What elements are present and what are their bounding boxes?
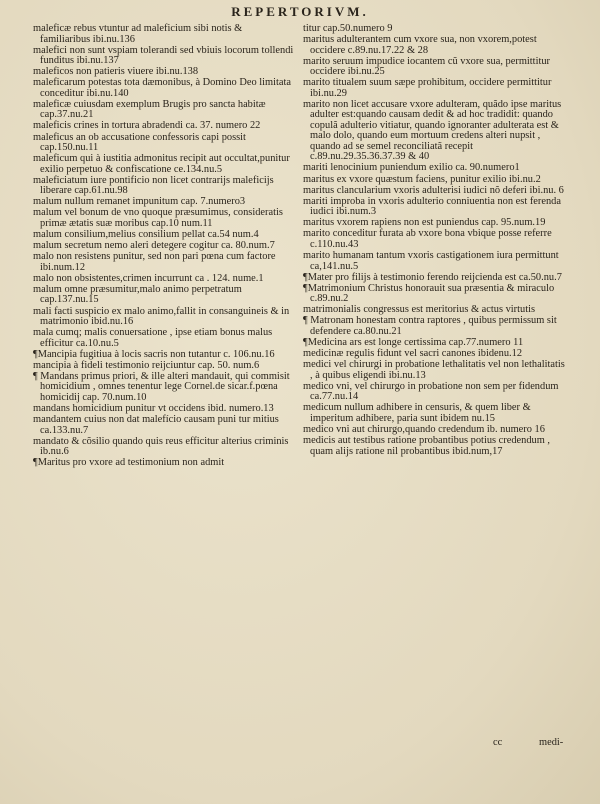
index-entry: ¶Mancipia fugitiua à locis sacris non tutantur c. 106.nu.16 [33, 348, 275, 360]
index-entry: medicis aut testibus ratione probantibus potius credendum , quam alijs ratione nil probantibus ibid.num,17 [303, 435, 551, 457]
index-entry: mariti improba in vxoris adulterio conniuentia non est ferenda iudici ibi.num.3 [303, 195, 561, 218]
index-entry: malum omne præsumitur,malo animo perpetratum cap.137.nu.15 [33, 283, 242, 306]
index-entry: ¶Medicina ars est longe certissima cap.77.numero 11 [303, 337, 524, 348]
index-entry: mariti lenocinium puniendum exilio ca. 90.numero1 [303, 162, 520, 174]
index-entry: maleficæ rebus vtuntur ad maleficium sibi notis & familiaribus ibi.nu.136 [33, 23, 243, 45]
index-entry: mali facti suspicio ex malo animo,fallit in consanguineis & in matrimonio ibid.nu.16 [33, 305, 290, 327]
index-entry: maleficum qui à iustitia admonitus recipit aut occultat,punitur exilio perpetuo & confiscatione ce.134.nu.5 [33, 153, 290, 175]
index-entry: ¶Mater pro filijs à testimonio ferendo reijcienda est ca.50.nu.7 [303, 271, 562, 283]
index-entry: marito non licet accusare vxore adulteram, quãdo ipse maritus adulter est:quando causam dedit & ad hoc tradidit: quando copulã adulterio vitiatur, quando ignoranter adulterata est & malo dolo, quando eum mortuum credens alteri nupsit , quando ad se semel reconciliatã recepit c.89.nu.29.35.36.37.39 & 40 [303, 98, 562, 163]
index-entry: maleficæ cuiusdam exemplum Brugis pro sancta habitæ cap.37.nu.21 [33, 98, 266, 121]
index-entry: malum nullum remanet impunitum cap. 7.numero3 [33, 196, 246, 208]
index-entry: marito seruum impudice iocantem cũ vxore sua, permittitur occidere ibi.nu.25 [303, 55, 550, 78]
index-entry: malum consilium,melius consilium pellat ca.54 num.4 [33, 229, 259, 241]
index-entry: malefici non sunt vspiam tolerandi sed vbiuis locorum tollendi funditus ibi.nu.137 [33, 44, 294, 67]
index-entry: maritus clancularium vxoris adulterisi iudici nõ deferi ibi.nu. 6 [303, 184, 564, 196]
index-entry: mancipia à fideli testimonio reijciuntur cap. 50. num.6 [33, 359, 260, 371]
index-entry: medicum nullum adhibere in censuris, & quem liber & imperitum adhibere, paria sunt ibidem nu.15 [303, 402, 531, 424]
index-entry: mandato & cõsilio quando quis reus efficitur alterius criminis ib.nu.6 [33, 435, 289, 458]
index-entry: maleficis crines in tortura abradendi ca. 37. numero 22 [33, 120, 261, 132]
index-entry: titur cap.50.numero 9 [303, 23, 393, 34]
right-column [303, 24, 565, 458]
index-entry: medico vni aut chirurgo,quando credendum ib. numero 16 [303, 423, 545, 435]
index-entry: matrimonialis congressus est meritorius & actus virtutis [303, 304, 536, 316]
index-entry: mandantem cuius non dat malefício causam puni tur mitius ca.133.nu.7 [33, 414, 279, 436]
index-entry: ¶Matrimonium Christus honorauit sua præsentia & miraculo c.89.nu.2 [303, 282, 555, 305]
index-entry: malo non obsistentes,crimen incurrunt ca . 124. nume.1 [33, 272, 264, 284]
running-head: REPERTORIVM. [231, 4, 369, 19]
index-entry: marito humanam tantum vxoris castigationem iura permittunt ca,141.nu.5 [303, 250, 559, 272]
index-entry: marito conceditur furata ab vxore bona vbique posse referre c.110.nu.43 [303, 228, 552, 250]
index-entry: ¶ Matronam honestam contra raptores , quibus permissum sit defendere ca.80.nu.21 [303, 315, 557, 337]
index-entry: maleficarum potestas tota dæmonibus, à Domino Deo limitata conceditur ibi.nu.140 [33, 77, 291, 99]
index-entry: malo non resistens punitur, sed non pari pœna cum factore ibi.num.12 [33, 251, 276, 273]
index-entry: medicinæ regulis fidunt vel sacri canones ibidenu.12 [303, 348, 523, 360]
index-entry: malum secretum nemo aleri detegere cogitur ca. 80.num.7 [33, 240, 275, 252]
index-entry: malum vel bonum de vno quoque præsumimus, consideratis primæ ætatis suæ moribus cap.10 num.11 [33, 207, 283, 229]
index-entry: mala cumq; malis conuersatione , ipse etiam bonus malus efficitur ca.10.nu.5 [33, 327, 273, 349]
index-entry: medici vel chirurgi in probatione lethalitatis vel non lethalitatis , à quibus eligendi ibi.nu.13 [303, 359, 565, 381]
index-entry: maritus adulterantem cum vxore sua, non vxorem,potest occidere c.89.nu.17.22 & 28 [303, 34, 537, 56]
index-entry: ¶Maritus pro vxore ad testimonium non admit [33, 457, 225, 469]
index-entry: marito titualem suum sæpe prohibitum, occidere permittitur ibi.nu.29 [303, 77, 552, 99]
left-column [33, 24, 295, 469]
index-entry: maleficiatum iure pontificio non licet contrarijs maleficijs liberare cap.61.nu.98 [33, 174, 274, 197]
index-entry: medico vni, vel chirurgo in probatione non sem per fidendum ca.77.nu.14 [303, 380, 559, 403]
index-entry: maleficus an ob accusatione confessoris capi possit cap.150.nu.11 [33, 131, 246, 154]
index-entry: maritus vxorem rapiens non est puniendus cap. 95.num.19 [303, 217, 546, 229]
catchword: medi- [539, 737, 564, 748]
index-entry: maritus ex vxore quæstum faciens, punitur exilio ibi.nu.2 [303, 173, 541, 185]
signature-mark: cc [493, 737, 503, 748]
index-entry: maleficos non patieris viuere ibi.nu.138 [33, 66, 199, 78]
index-entry: mandans homicidium punitur vt occidens ibid. numero.13 [33, 402, 274, 414]
index-entry: ¶ Mandans primus priori, & ille alteri mandauit, qui commisit homicidium , omnes tenentur lege Cornel.de sicar.f.pœna homicidij cap. 70.num.10 [33, 370, 290, 403]
